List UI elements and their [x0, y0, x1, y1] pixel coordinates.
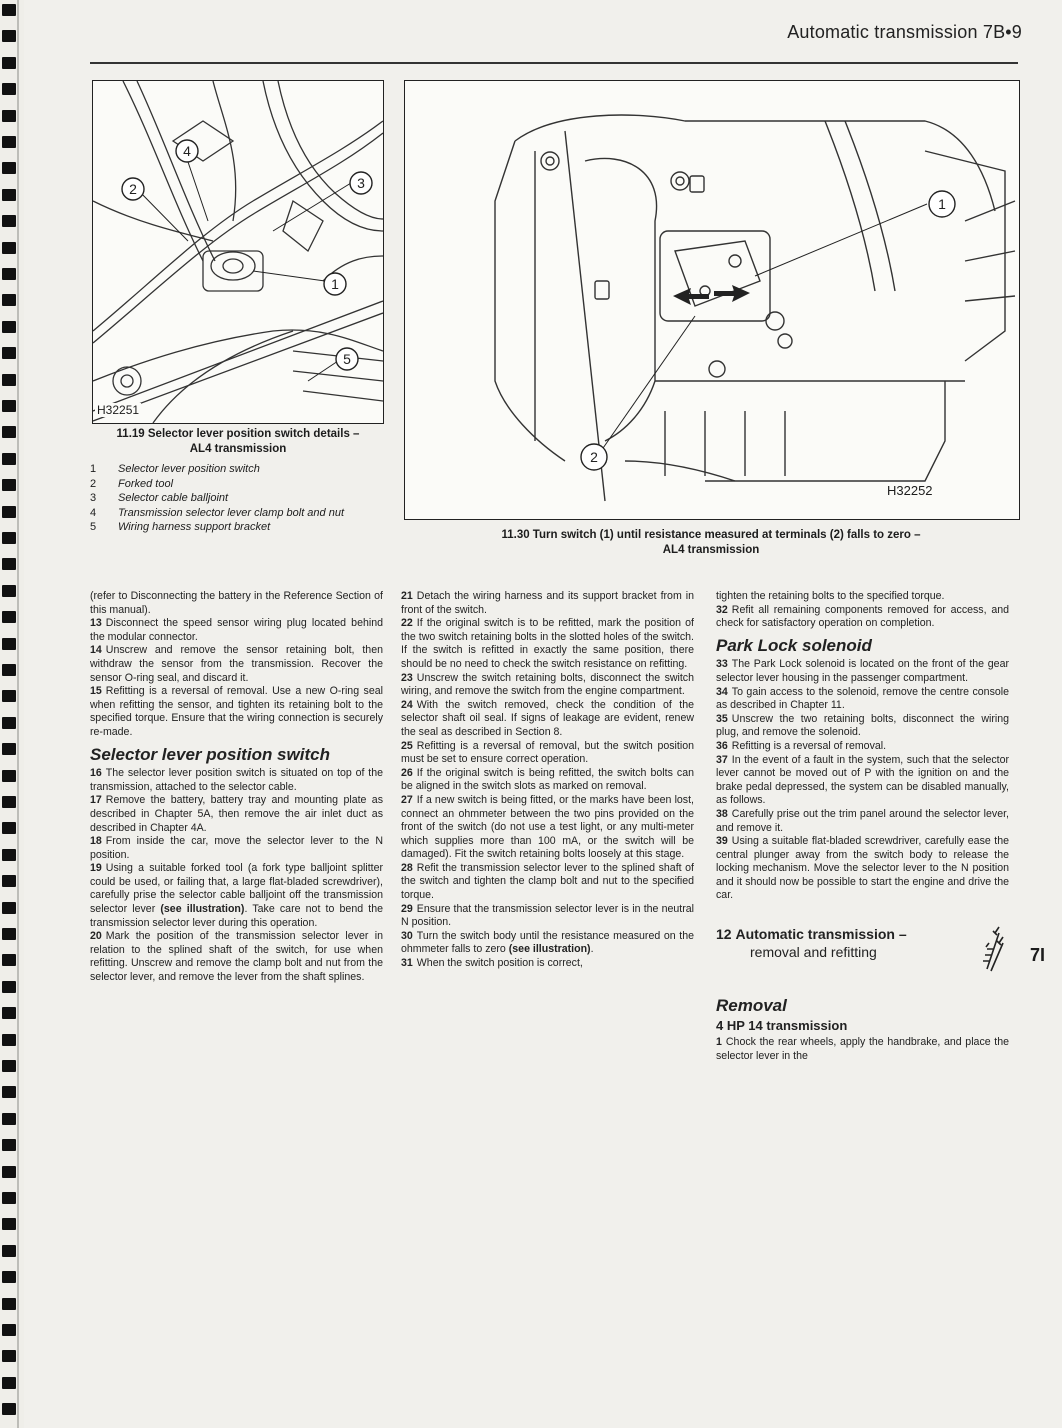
binding-ring — [2, 110, 16, 122]
binding-ring — [2, 770, 16, 782]
binding-ring — [2, 558, 16, 570]
paragraph-number: 15 — [90, 685, 102, 698]
paragraph-text: Mark the position of the transmission selector lever in relation to the splined shaft of the switch, for use when refitting. Unscrew and remove the clamp bolt and nut from the selector lever, and remove the lever from the shaft splines. — [90, 930, 383, 984]
binding-ring — [2, 954, 16, 966]
callout-label-5: 5 — [343, 351, 351, 367]
binding-ring — [2, 57, 16, 69]
binding-ring — [2, 268, 16, 280]
paragraph — [716, 686, 1009, 713]
binding-ring — [2, 638, 16, 650]
caption-line: 11.30 Turn switch (1) until resistance measured at terminals (2) falls to zero – — [501, 529, 921, 541]
paragraph-number: 17 — [90, 794, 102, 807]
paragraph-number: 18 — [90, 835, 102, 848]
paragraph-text: Detach the wiring harness and its support bracket from in front of the switch. — [401, 590, 694, 616]
paragraph-text: Refit the transmission selector lever to the splined shaft of the switch and tighten the clamp bolt and nut to the specified torque. — [401, 861, 694, 902]
paragraph — [401, 930, 694, 957]
paragraph-text: If the original switch is being refitted, the switch bolts can be aligned in the switch slots as marked on removal. — [401, 766, 694, 793]
legend-item — [90, 462, 380, 477]
figure-11-30-caption — [404, 528, 1018, 558]
section-heading: Selector lever position switch — [90, 744, 330, 764]
binding-ring — [2, 189, 16, 201]
binding-ring — [2, 453, 16, 465]
column-3 — [716, 590, 1009, 1063]
binding-ring — [2, 426, 16, 438]
binding-ring — [2, 532, 16, 544]
illustration-ref: (see illustration) — [160, 903, 245, 916]
binding-ring — [2, 162, 16, 174]
legend-text: Forked tool — [118, 477, 174, 490]
paragraph — [716, 754, 1009, 808]
binding-ring — [2, 1245, 16, 1257]
page-header: Automatic transmission 7B•9 — [787, 22, 1022, 42]
binding-ring — [2, 506, 16, 518]
binding-ring — [2, 1139, 16, 1151]
legend-number: 2 — [90, 477, 97, 490]
paragraph-number: 22 — [401, 617, 413, 630]
paragraph-number: 25 — [401, 739, 413, 752]
paragraph-text: If a new switch is being fitted, or the marks have been lost, connect an ohmmeter between the two pins provided on the front of the switch (do not use a test light, or any multi-meter which supplies more than 100 mA, or the switch will be damaged). Fit the switch retaining bolts loosely at this stage. — [401, 793, 694, 861]
callout-label-1: 1 — [938, 196, 946, 212]
paragraph-text: Unscrew the switch retaining bolts, disconnect the switch wiring, and remove the switch from the engine compartment. — [401, 671, 694, 698]
binding-ring — [2, 875, 16, 887]
paragraph-number: 21 — [401, 590, 413, 602]
binding-ring — [2, 902, 16, 914]
legend-number: 4 — [90, 506, 97, 519]
paragraph-number: 31 — [401, 957, 413, 970]
paragraph-number: 16 — [90, 767, 102, 780]
binding-ring — [2, 400, 16, 412]
figure-11-19 — [92, 80, 384, 424]
section-title: Automatic transmission – — [735, 926, 907, 943]
paragraph-number: 35 — [716, 712, 728, 725]
legend-number: 3 — [90, 492, 97, 504]
binding-ring — [2, 1218, 16, 1230]
paragraph — [401, 590, 694, 617]
binding-ring — [2, 83, 16, 95]
column-2 — [401, 590, 694, 971]
callout-label-1: 1 — [331, 276, 339, 292]
binding-ring — [2, 849, 16, 861]
binding-ring — [2, 690, 16, 702]
paragraph — [401, 672, 694, 699]
paragraph-text: Refitting is a reversal of removal, but the switch position must be set to ensure correct operation. — [401, 739, 694, 766]
binding-ring — [2, 1298, 16, 1310]
paragraph-number: 29 — [401, 902, 413, 915]
paragraph-number: 27 — [401, 793, 413, 806]
binding-ring — [2, 928, 16, 940]
figure-11-19-caption: 11.19 Selector lever position switch details – AL4 transmission — [116, 428, 360, 455]
binding-ring — [2, 242, 16, 254]
paragraph-text: Carefully prise out the trim panel around the selector lever, and remove it. — [716, 807, 1009, 834]
paragraph — [716, 740, 1009, 754]
difficulty-spanner-icon — [979, 925, 1009, 973]
binding-ring — [2, 1192, 16, 1204]
paragraph — [716, 808, 1009, 835]
paragraph: (refer to Disconnecting the battery in the Reference Section of this manual). — [90, 590, 383, 616]
figure-code: H32251 — [97, 403, 140, 417]
paragraph-text: From inside the car, move the selector lever to the N position. — [90, 835, 383, 861]
binding-ring — [2, 1377, 16, 1389]
paragraph-number: 19 — [90, 862, 102, 875]
binding-ring — [2, 1271, 16, 1283]
binding-ring — [2, 347, 16, 359]
legend-text: Transmission selector lever clamp bolt and nut — [118, 506, 345, 519]
paragraph-number: 38 — [716, 807, 728, 820]
illustration-ref: (see illustration) — [508, 943, 591, 956]
paragraph-text: Using a suitable flat-bladed screwdriver, carefully ease the central plunger away from the switch body to release the locking mechanism. Move the selector lever to the N position and it should now be possible to start the engine and drive the car. — [716, 835, 1009, 902]
binding-ring — [2, 796, 16, 808]
paragraph-number: 32 — [716, 603, 728, 616]
legend-item — [90, 520, 380, 535]
paragraph-number: 14 — [90, 644, 102, 657]
paragraph-number: 26 — [401, 766, 413, 779]
binding-ring — [2, 294, 16, 306]
binding-ring — [2, 743, 16, 755]
binding-ring — [2, 1007, 16, 1019]
paragraph-text: When the switch position is correct, — [416, 957, 583, 970]
paragraph-number: 39 — [716, 835, 728, 848]
binding-ring — [2, 4, 16, 16]
binding-ring — [2, 1350, 16, 1362]
paragraph — [716, 1036, 1009, 1063]
paragraph-text: The Park Lock solenoid is located on the front of the gear selector lever housing in the passenger compartment. — [716, 658, 1009, 684]
paragraph-text: . Take care not to bend the transmission selector lever during this operation. — [90, 903, 383, 929]
paragraph-number: 37 — [716, 753, 728, 766]
caption-line: AL4 transmission — [662, 544, 760, 556]
binding-ring — [2, 1034, 16, 1046]
binding-ring — [2, 136, 16, 148]
paragraph — [401, 794, 694, 862]
paragraph-number: 36 — [716, 739, 728, 752]
binding-ring — [2, 374, 16, 386]
paragraph-number: 33 — [716, 658, 728, 671]
paragraph — [90, 835, 383, 862]
callout-label-3: 3 — [357, 175, 365, 191]
legend-number: 5 — [90, 521, 97, 533]
paragraph — [716, 713, 1009, 740]
paragraph — [90, 862, 383, 930]
legend-text: Selector lever position switch — [118, 463, 260, 475]
binding-ring — [2, 1403, 16, 1415]
paragraph — [401, 862, 694, 903]
paragraph-number: 13 — [90, 617, 102, 630]
paragraph-text: Refit all remaining components removed for access, and check for satisfactory operation on completion. — [716, 603, 1009, 630]
paragraph — [90, 794, 383, 835]
section-number: 12 — [716, 926, 732, 943]
paragraph-text: With the switch removed, check the condition of the selector shaft oil seal. If signs of leakage are evident, renew the seal as described in Section 8. — [401, 698, 694, 738]
paragraph-text: Unscrew the two retaining bolts, disconnect the wiring plug, and remove the solenoid. — [716, 712, 1009, 739]
paragraph-text: Ensure that the transmission selector lever is in the neutral N position. — [401, 902, 694, 929]
paragraph-text: If the original switch is to be refitted, mark the position of the two switch retaining bolts in the slotted holes of the switch. If the switch is refitted in exactly the same position, there should be no need to check the switch resistance on refitting. — [401, 617, 694, 670]
paragraph — [90, 644, 383, 685]
binding-ring — [2, 479, 16, 491]
chapter-tab: 7I — [1030, 945, 1046, 965]
paragraph-text: Refitting is a reversal of removal. — [731, 739, 887, 752]
paragraph: tighten the retaining bolts to the specified torque. — [716, 590, 945, 602]
paragraph-text: In the event of a fault in the system, such that the selector lever cannot be moved out of P with the ignition on and the brake pedal depressed, the system can be disabled manually, as follows. — [716, 753, 1009, 807]
legend-item — [90, 491, 380, 506]
paragraph — [90, 685, 383, 739]
section-subtitle: removal and refitting — [750, 944, 877, 961]
paragraph-text: . — [590, 943, 594, 956]
legend-item — [90, 477, 380, 492]
binding-edge — [17, 0, 19, 1428]
section-12-header — [716, 925, 1009, 973]
paragraph-number: 1 — [716, 1036, 722, 1049]
legend-number: 1 — [90, 463, 97, 475]
binding-ring — [2, 321, 16, 333]
paragraph — [716, 604, 1009, 631]
paragraph — [401, 957, 694, 971]
binding-ring — [2, 1324, 16, 1336]
binding-ring — [2, 585, 16, 597]
column-1 — [90, 590, 383, 985]
paragraph — [716, 835, 1009, 903]
figure-code: H32252 — [887, 483, 933, 498]
callout-label-2: 2 — [590, 449, 598, 465]
binding-strip — [0, 0, 24, 1428]
figure-11-19-legend — [90, 462, 380, 535]
paragraph — [90, 617, 383, 644]
header-rule — [90, 62, 1018, 64]
legend-item — [90, 506, 380, 521]
legend-text: Wiring harness support bracket — [118, 521, 271, 533]
paragraph-text: Disconnect the speed sensor wiring plug located behind the modular connector. — [90, 617, 383, 643]
paragraph-text: Remove the battery, battery tray and mounting plate as described in Chapter 5A, then remove the air inlet duct as described in Chapter 4A. — [90, 794, 383, 834]
paragraph-number: 20 — [90, 930, 102, 943]
binding-ring — [2, 1086, 16, 1098]
figure-11-30 — [404, 80, 1020, 520]
paragraph-text: To gain access to the solenoid, remove the centre console as described in Chapter 11. — [716, 685, 1009, 712]
paragraph-number: 24 — [401, 698, 413, 711]
section-heading: Park Lock solenoid — [716, 635, 872, 655]
legend-text: Selector cable balljoint — [118, 492, 229, 504]
paragraph-text: Unscrew and remove the sensor retaining bolt, then withdraw the sensor from the transmission. Recover the sensor O-ring seal, and discard it. — [90, 644, 383, 684]
paragraph-text: Refitting is a reversal of removal. Use a new O-ring seal when refitting the sensor, and tighten its retaining bolt to the specified torque. Ensure that the wiring connection is securely re-made. — [90, 685, 383, 738]
binding-ring — [2, 611, 16, 623]
binding-ring — [2, 717, 16, 729]
binding-ring — [2, 981, 16, 993]
paragraph — [401, 903, 694, 930]
paragraph — [401, 617, 694, 671]
binding-ring — [2, 822, 16, 834]
paragraph-text: Chock the rear wheels, apply the handbrake, and place the selector lever in the — [716, 1036, 1009, 1062]
paragraph — [401, 699, 694, 740]
paragraph — [90, 930, 383, 984]
subsection-subheading: 4 HP 14 transmission — [716, 1017, 848, 1033]
binding-ring — [2, 1166, 16, 1178]
figure-11-19-drawing — [93, 81, 383, 423]
paragraph — [401, 767, 694, 794]
paragraph-number: 28 — [401, 861, 413, 874]
paragraph-text: Turn the switch body until the resistance measured on the ohmmeter falls to zero — [401, 929, 694, 956]
paragraph — [716, 658, 1009, 685]
binding-ring — [2, 215, 16, 227]
paragraph-text: The selector lever position switch is situated on top of the transmission, attached to the selector cable. — [90, 767, 383, 793]
paragraph-number: 23 — [401, 671, 413, 684]
section-12-title — [716, 925, 979, 961]
subsection-heading: Removal — [716, 996, 787, 1016]
callout-label-2: 2 — [129, 181, 137, 197]
binding-ring — [2, 1060, 16, 1072]
binding-ring — [2, 664, 16, 676]
binding-ring — [2, 30, 16, 42]
callout-label-4: 4 — [183, 143, 191, 159]
binding-ring — [2, 1113, 16, 1125]
paragraph-number: 30 — [401, 929, 413, 942]
paragraph-text: Using a suitable forked tool (a fork type balljoint splitter could be used, or failing that, a large flat-bladed screwdriver), carefully prise the selector cable balljoint off the transmission selector lever — [90, 862, 383, 916]
paragraph — [401, 740, 694, 767]
paragraph-number: 34 — [716, 685, 728, 698]
paragraph — [90, 767, 383, 794]
figure-11-30-drawing — [405, 81, 1019, 519]
